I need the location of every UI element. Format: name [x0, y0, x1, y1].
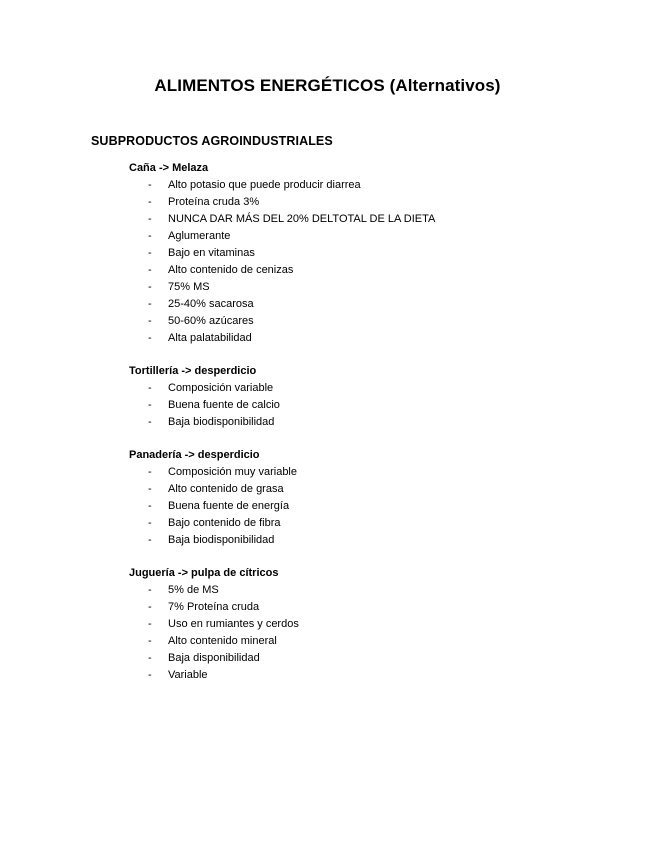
group-heading: Panadería -> desperdicio	[129, 449, 260, 461]
list-item	[129, 245, 589, 262]
list-item	[129, 262, 589, 279]
list-item	[129, 211, 589, 228]
bullet-list	[129, 380, 589, 431]
list-item-text: Buena fuente de energía	[168, 500, 290, 512]
list-item	[129, 532, 589, 549]
list-item	[129, 616, 589, 633]
dash-bullet: -	[148, 517, 152, 529]
dash-bullet: -	[148, 483, 152, 495]
list-item	[129, 414, 589, 431]
dash-bullet: -	[148, 196, 152, 208]
dash-bullet: -	[148, 466, 152, 478]
dash-bullet: -	[148, 281, 152, 293]
list-item-text: Alto contenido de cenizas	[168, 264, 294, 276]
list-item	[129, 481, 589, 498]
dash-bullet: -	[148, 332, 152, 344]
list-item	[129, 279, 589, 296]
list-item-text: NUNCA DAR MÁS DEL 20% DELTOTAL DE LA DIETA	[168, 213, 436, 225]
product-groups	[129, 160, 589, 700]
list-item-text: 7% Proteína cruda	[168, 601, 260, 613]
list-item	[129, 228, 589, 245]
dash-bullet: -	[148, 618, 152, 630]
list-item-text: 5% de MS	[168, 584, 219, 596]
list-item-text: Bajo en vitaminas	[168, 247, 255, 259]
bullet-list	[129, 582, 589, 684]
list-item-text: Alto contenido de grasa	[168, 483, 284, 495]
dash-bullet: -	[148, 382, 152, 394]
list-item	[129, 397, 589, 414]
list-item-text: 25-40% sacarosa	[168, 298, 254, 310]
product-group	[129, 565, 589, 684]
list-item-text: Bajo contenido de fibra	[168, 517, 281, 529]
dash-bullet: -	[148, 315, 152, 327]
dash-bullet: -	[148, 399, 152, 411]
group-heading: Caña -> Melaza	[129, 162, 209, 174]
list-item	[129, 330, 589, 347]
product-group	[129, 160, 589, 347]
list-item-text: 50-60% azúcares	[168, 315, 254, 327]
dash-bullet: -	[148, 264, 152, 276]
list-item	[129, 194, 589, 211]
group-heading: Tortillería -> desperdicio	[129, 365, 257, 377]
list-item-text: Aglumerante	[168, 230, 231, 242]
list-item-text: Alta palatabilidad	[168, 332, 252, 344]
dash-bullet: -	[148, 534, 152, 546]
list-item	[129, 667, 589, 684]
document-title: ALIMENTOS ENERGÉTICOS (Alternativos)	[154, 76, 501, 95]
list-item	[129, 515, 589, 532]
list-item	[129, 633, 589, 650]
list-item-text: Alto contenido mineral	[168, 635, 277, 647]
dash-bullet: -	[148, 601, 152, 613]
dash-bullet: -	[148, 652, 152, 664]
list-item	[129, 599, 589, 616]
bullet-list	[129, 177, 589, 347]
list-item-text: Composición variable	[168, 382, 274, 394]
list-item-text: Baja biodisponibilidad	[168, 534, 275, 546]
list-item	[129, 380, 589, 397]
list-item	[129, 296, 589, 313]
dash-bullet: -	[148, 230, 152, 242]
dash-bullet: -	[148, 247, 152, 259]
list-item-text: Uso en rumiantes y cerdos	[168, 618, 299, 630]
list-item	[129, 464, 589, 481]
list-item	[129, 313, 589, 330]
list-item	[129, 498, 589, 515]
dash-bullet: -	[148, 669, 152, 681]
list-item	[129, 177, 589, 194]
dash-bullet: -	[148, 635, 152, 647]
list-item	[129, 582, 589, 599]
dash-bullet: -	[148, 213, 152, 225]
dash-bullet: -	[148, 584, 152, 596]
list-item-text: Alto potasio que puede producir diarrea	[168, 179, 361, 191]
list-item-text: Buena fuente de calcio	[168, 399, 280, 411]
bullet-list	[129, 464, 589, 549]
section-heading: SUBPRODUCTOS AGROINDUSTRIALES	[91, 134, 333, 148]
product-group	[129, 447, 589, 549]
dash-bullet: -	[148, 298, 152, 310]
list-item-text: Proteína cruda 3%	[168, 196, 260, 208]
product-group	[129, 363, 589, 431]
dash-bullet: -	[148, 416, 152, 428]
list-item-text: Baja disponibilidad	[168, 652, 260, 664]
list-item-text: Variable	[168, 669, 208, 681]
list-item	[129, 650, 589, 667]
dash-bullet: -	[148, 179, 152, 191]
list-item-text: 75% MS	[168, 281, 210, 293]
list-item-text: Composición muy variable	[168, 466, 297, 478]
dash-bullet: -	[148, 500, 152, 512]
list-item-text: Baja biodisponibilidad	[168, 416, 275, 428]
group-heading: Juguería -> pulpa de cítricos	[129, 567, 279, 579]
